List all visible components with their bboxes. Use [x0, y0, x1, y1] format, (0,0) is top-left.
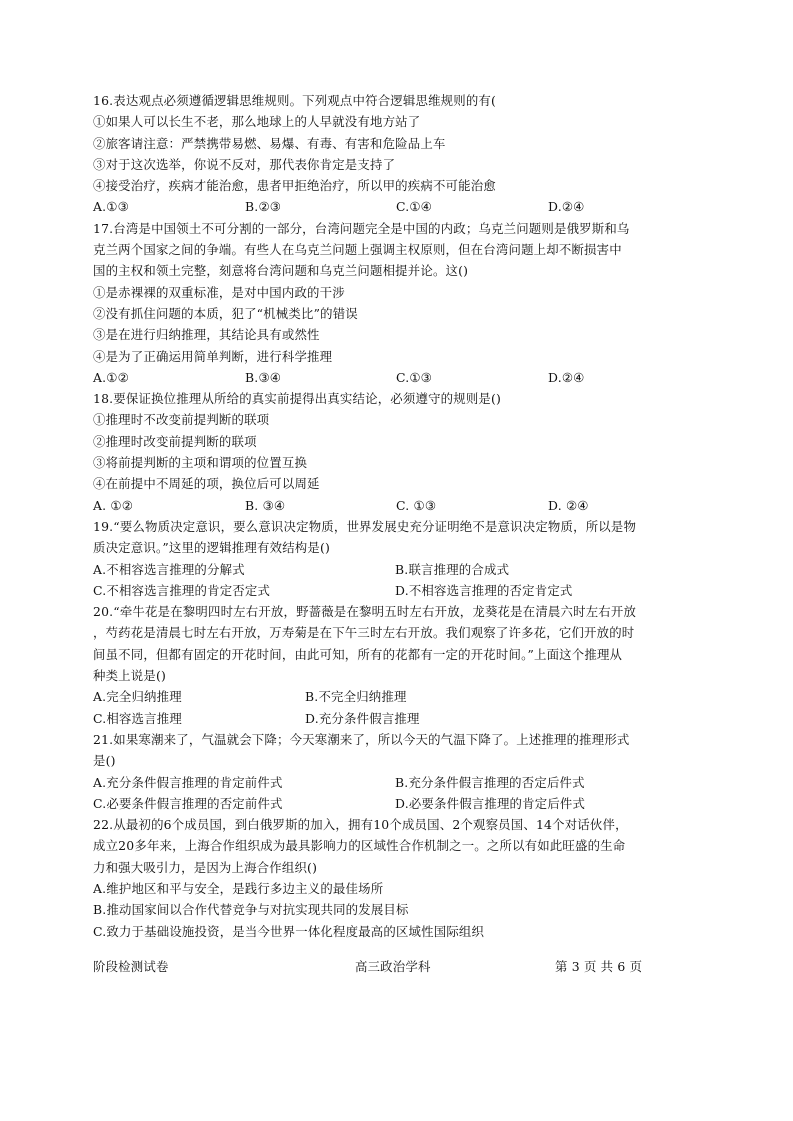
statement-item: ③是在进行归纳推理，其结论具有或然性: [93, 327, 320, 343]
answer-option: A.①②: [93, 369, 129, 385]
statement-item: ①如果人可以长生不老，那么地球上的人早就没有地方站了: [93, 114, 421, 130]
statement-item: ①推理时不改变前提判断的联项: [93, 412, 270, 428]
question-stem-line: 是(): [93, 753, 116, 769]
footer-page-number: 第 3 页 共 6 页: [555, 959, 643, 974]
question-block: [93, 729, 698, 814]
question-stem-line: 质决定意识。”这里的逻辑推理有效结构是(): [93, 540, 331, 556]
question-block: [93, 90, 698, 218]
answer-option: C.①③: [396, 369, 432, 385]
statement-item: ②旅客请注意：严禁携带易燃、易爆、有毒、有害和危险品上车: [93, 135, 446, 151]
answer-option: C.不相容选言推理的肯定否定式: [93, 582, 271, 598]
statement-item: ②没有抓住问题的本质，犯了“机械类比”的错误: [93, 305, 358, 321]
question-stem-line: ，芍药花是清晨七时左右开放，万寿菊是在下午三时左右开放。我们观察了许多花，它们开放的时: [93, 625, 635, 641]
question-list: [93, 90, 698, 942]
footer-subject: 高三政治学科: [355, 959, 431, 974]
answer-option: C.①④: [396, 199, 432, 215]
options-row: [93, 559, 698, 580]
question-block: [93, 218, 698, 388]
answer-option: B. ③④: [245, 497, 286, 513]
statement-item: ③对于这次选举，你说不反对，那代表你肯定是支持了: [93, 156, 396, 172]
options-row: [93, 495, 698, 516]
footer-exam-name: 阶段检测试卷: [93, 959, 169, 974]
question-block: [93, 814, 698, 942]
question-block: [93, 516, 698, 601]
question-stem-line: 16.表达观点必须遵循逻辑思维规则。下列观点中符合逻辑思维规则的有(: [93, 93, 497, 108]
question-stem-line: 成立20多年来，上海合作组织成为最具影响力的区域性合作机制之一。之所以有如此旺盛的生命: [93, 838, 626, 854]
answer-option: A. ①②: [93, 497, 134, 513]
answer-option: A.完全归纳推理: [93, 689, 182, 705]
question-stem-line: 22.从最初的6个成员国，到白俄罗斯的加入，拥有10个成员国、2个观察员国、14个对话伙伴，: [93, 817, 628, 833]
options-row: [93, 367, 698, 388]
statement-item: ④接受治疗，疾病才能治愈，患者甲拒绝治疗，所以甲的疾病不可能治愈: [93, 178, 496, 194]
question-stem-line: 21.如果寒潮来了，气温就会下降；今天寒潮来了，所以今天的气温下降了。上述推理的推理形式: [93, 731, 630, 747]
page-footer: [93, 956, 698, 978]
answer-option: A.①③: [93, 199, 129, 215]
statement-item: ④是为了正确运用简单判断，进行科学推理: [93, 348, 333, 364]
statement-item: ②推理时改变前提判断的联项: [93, 433, 257, 449]
question-block: [93, 601, 698, 729]
answer-option: C. ①③: [396, 497, 437, 513]
answer-option: B.②③: [245, 199, 282, 215]
question-stem-line: 种类上说是(): [93, 668, 167, 684]
options-row: [93, 686, 698, 707]
statement-item: C.致力于基础设施投资，是当今世界一体化程度最高的区域性国际组织: [93, 923, 485, 939]
answer-option: B.充分条件假言推理的否定后件式: [395, 774, 585, 790]
statement-item: ①是赤裸裸的双重标准，是对中国内政的干涉: [93, 284, 345, 300]
question-stem-line: 20.“牵牛花是在黎明四时左右开放，野蔷薇是在黎明五时左右开放，龙葵花是在清晨六时左右开放: [93, 604, 637, 620]
options-row: [93, 196, 698, 217]
question-block: [93, 388, 698, 516]
question-stem-line: 19.“要么物质决定意识，要么意识决定物质，世界发展史充分证明绝不是意识决定物质，所以是物: [93, 518, 637, 534]
question-stem-line: 克兰两个国家之间的争端。有些人在乌克兰问题上强调主权原则，但在台湾问题上却不断损害中: [93, 242, 622, 258]
answer-option: B.不完全归纳推理: [305, 689, 407, 705]
question-stem-line: 力和强大吸引力，是因为上海合作组织(): [93, 859, 318, 875]
answer-option: B.联言推理的合成式: [395, 561, 510, 577]
options-row: [93, 580, 698, 601]
answer-option: A.不相容选言推理的分解式: [93, 561, 245, 577]
question-stem-line: 17.台湾是中国领土不可分割的一部分，台湾问题完全是中国的内政；乌克兰问题则是俄罗斯和乌: [93, 220, 630, 236]
answer-option: D. ②④: [548, 497, 589, 513]
answer-option: B.③④: [245, 369, 282, 385]
question-stem-line: 国的主权和领土完整，刻意将台湾问题和乌克兰问题相提并论。这(): [93, 263, 469, 279]
options-row: [93, 793, 698, 814]
question-stem-line: 间虽不同，但都有固定的开花时间，由此可知，所有的花都有一定的开花时间。”上面这个推理从: [93, 646, 623, 662]
statement-item: ④在前提中不周延的项，换位后可以周延: [93, 476, 320, 492]
answer-option: D.不相容选言推理的否定肯定式: [395, 582, 573, 598]
statement-item: A.维护地区和平与安全，是践行多边主义的最佳场所: [93, 880, 384, 896]
answer-option: C.必要条件假言推理的否定前件式: [93, 795, 283, 811]
statement-item: B.推动国家间以合作代替竞争与对抗实现共同的发展目标: [93, 902, 409, 918]
answer-option: C.相容选言推理: [93, 710, 182, 726]
answer-option: A.充分条件假言推理的肯定前件式: [93, 774, 283, 790]
answer-option: D.②④: [548, 369, 585, 385]
options-row: [93, 772, 698, 793]
answer-option: D.②④: [548, 199, 585, 215]
answer-option: D.必要条件假言推理的肯定后件式: [395, 795, 586, 811]
answer-option: D.充分条件假言推理: [305, 710, 420, 726]
statement-item: ③将前提判断的主项和谓项的位置互换: [93, 455, 308, 471]
question-stem-line: 18.要保证换位推理从所给的真实前提得出真实结论，必须遵守的规则是(): [93, 391, 502, 407]
options-row: [93, 708, 698, 729]
